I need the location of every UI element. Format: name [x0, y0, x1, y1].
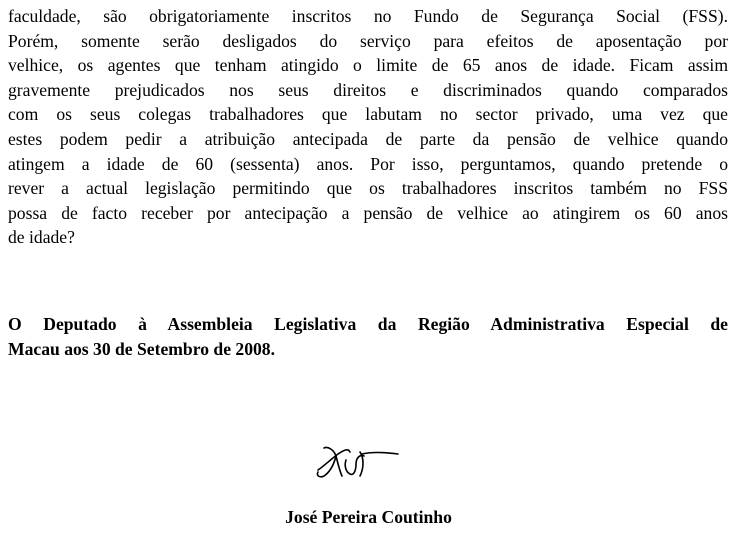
- body-line: com os seus colegas trabalhadores que labutam no sector privado, uma vez que: [8, 104, 728, 125]
- signer-name: José Pereira Coutinho: [285, 507, 452, 527]
- body-line: faculdade, são obrigatoriamente inscritos no Fundo de Segurança Social (FSS).: [8, 6, 728, 26]
- body-line: de idade?: [8, 227, 75, 248]
- body-line: rever a actual legislação permitindo que os trabalhadores inscritos também no FSS: [8, 178, 728, 199]
- body-line: atingem a idade de 60 (sessenta) anos. Por isso, perguntamos, quando pretende o: [8, 153, 728, 174]
- closing-statement: [8, 312, 728, 361]
- closing-line: O Deputado à Assembleia Legislativa da Região Administrativa Especial de: [8, 314, 728, 334]
- handwritten-signature: [310, 436, 410, 484]
- body-line: velhice, os agentes que tenham atingido o limite de 65 anos de idade. Ficam assim: [8, 55, 728, 76]
- body-line: Porém, somente serão desligados do serviço para efeitos de aposentação por: [8, 30, 728, 51]
- body-line: gravemente prejudicados nos seus direitos e discriminados quando comparados: [8, 79, 728, 100]
- closing-line: Macau aos 30 de Setembro de 2008.: [8, 338, 275, 359]
- body-line: estes podem pedir a atribuição antecipada de parte da pensão de velhice quando: [8, 128, 728, 149]
- document-body: [8, 4, 728, 250]
- body-line: possa de facto receber por antecipação a pensão de velhice ao atingirem os 60 anos: [8, 202, 728, 223]
